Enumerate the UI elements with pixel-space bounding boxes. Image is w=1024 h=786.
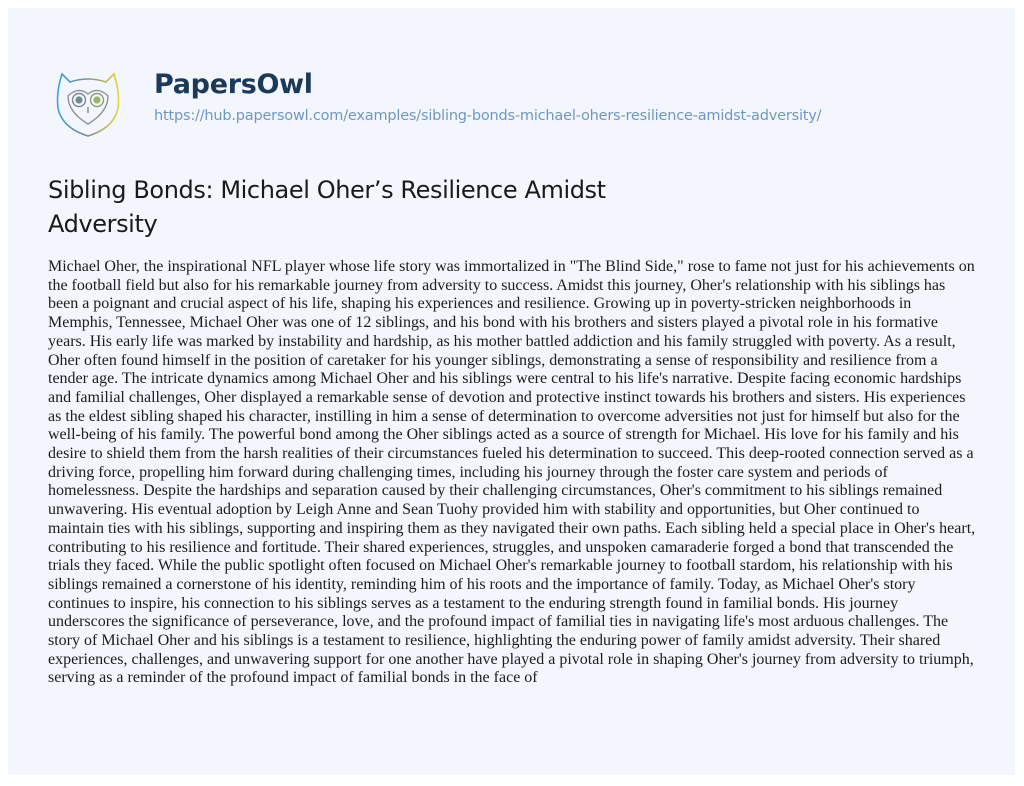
brand-block bbox=[154, 68, 821, 126]
body-line: contributing to his resilience and fortitude. Their shared experiences, struggles, and unspoken camaraderie forged a bond that transcended the bbox=[48, 538, 954, 556]
page-url[interactable]: https://hub.papersowl.com/examples/sibling-bonds-michael-ohers-resilience-amidst-adversity/ bbox=[154, 108, 822, 124]
body-line: experiences, challenges, and unwavering support for one another have played a pivotal role in shaping Oher's journey from adversity to triumph, bbox=[48, 650, 974, 668]
body-line: desire to shield them from the harsh realities of their circumstances fueled his determination to succeed. This deep-rooted connection served as a bbox=[48, 445, 974, 463]
body-line: years. His early life was marked by instability and hardship, as his mother battled addiction and his family struggled with poverty. As a result, bbox=[48, 332, 956, 350]
body-line: Memphis, Tennessee, Michael Oher was one of 12 siblings, and his bond with his brothers and sisters played a pivotal role in his formative bbox=[48, 314, 938, 332]
body-line: Michael Oher, the inspirational NFL player whose life story was immortalized in "The Blind Side," rose to fame not just for his achievements on bbox=[48, 258, 975, 275]
body-line: unwavering. His eventual adoption by Leigh Anne and Sean Tuohy provided him with stability and opportunities, but Oher continued to bbox=[48, 501, 920, 519]
body-line: driving force, propelling him forward during challenging times, including his journey through the foster care system and periods of bbox=[48, 463, 888, 481]
body-line: serving as a reminder of the profound impact of familial bonds in the face of bbox=[48, 669, 538, 687]
body-line: the football field but also for his remarkable journey from adversity to success. Amidst this journey, Oher's relationship with his siblings has bbox=[48, 276, 946, 294]
owl-logo-icon bbox=[48, 62, 128, 142]
body-line: tender age. The intricate dynamics among Michael Oher and his siblings were central to his life's narrative. Despite facing economic hardships bbox=[48, 370, 962, 388]
body-line: as the eldest sibling shaped his character, instilling in him a sense of determination to overcome adversities not just for himself but also for the bbox=[48, 407, 960, 425]
body-line: continues to inspire, his connection to his siblings serves as a testament to the enduring strength found in familial bonds. His journey bbox=[48, 594, 899, 612]
body-line: trials they faced. While the public spotlight often focused on Michael Oher's remarkable journey to football stardom, his relationship with his bbox=[48, 557, 953, 575]
body-line: story of Michael Oher and his siblings is a testament to resilience, highlighting the enduring power of family amidst adversity. Their shared bbox=[48, 632, 941, 650]
brand-name[interactable]: PapersOwl bbox=[154, 69, 313, 100]
body-line: maintain ties with his siblings, supporting and inspiring them as they navigated their own paths. Each sibling held a special place in Oher's heart, bbox=[48, 519, 976, 537]
page-title: Sibling Bonds: Michael Oher’s Resilience Amidst Adversity bbox=[48, 176, 606, 238]
article-body bbox=[48, 258, 1008, 688]
body-line: well-being of his family. The powerful bond among the Oher siblings acted as a source of strength for Michael. His love for his family and his bbox=[48, 426, 959, 444]
body-line: underscores the significance of perseverance, love, and the profound impact of familial ties in navigating life's most arduous challenges. The bbox=[48, 613, 949, 631]
body-line: siblings remained a cornerstone of his identity, reminding him of his roots and the importance of family. Today, as Michael Oher's story bbox=[48, 575, 916, 593]
body-line: been a poignant and crucial aspect of his life, shaping his experiences and resilience. Growing up in poverty-stricken neighborhoods in bbox=[48, 295, 912, 313]
body-line: Oher often found himself in the position of caretaker for his younger siblings, demonstrating a sense of responsibility and resilience from a bbox=[48, 351, 938, 369]
body-line: and familial challenges, Oher displayed a remarkable sense of devotion and protective instinct towards his brothers and sisters. His experiences bbox=[48, 388, 966, 406]
body-line: homelessness. Despite the hardships and separation caused by their challenging circumstances, Oher's commitment to his siblings remained bbox=[48, 482, 943, 500]
